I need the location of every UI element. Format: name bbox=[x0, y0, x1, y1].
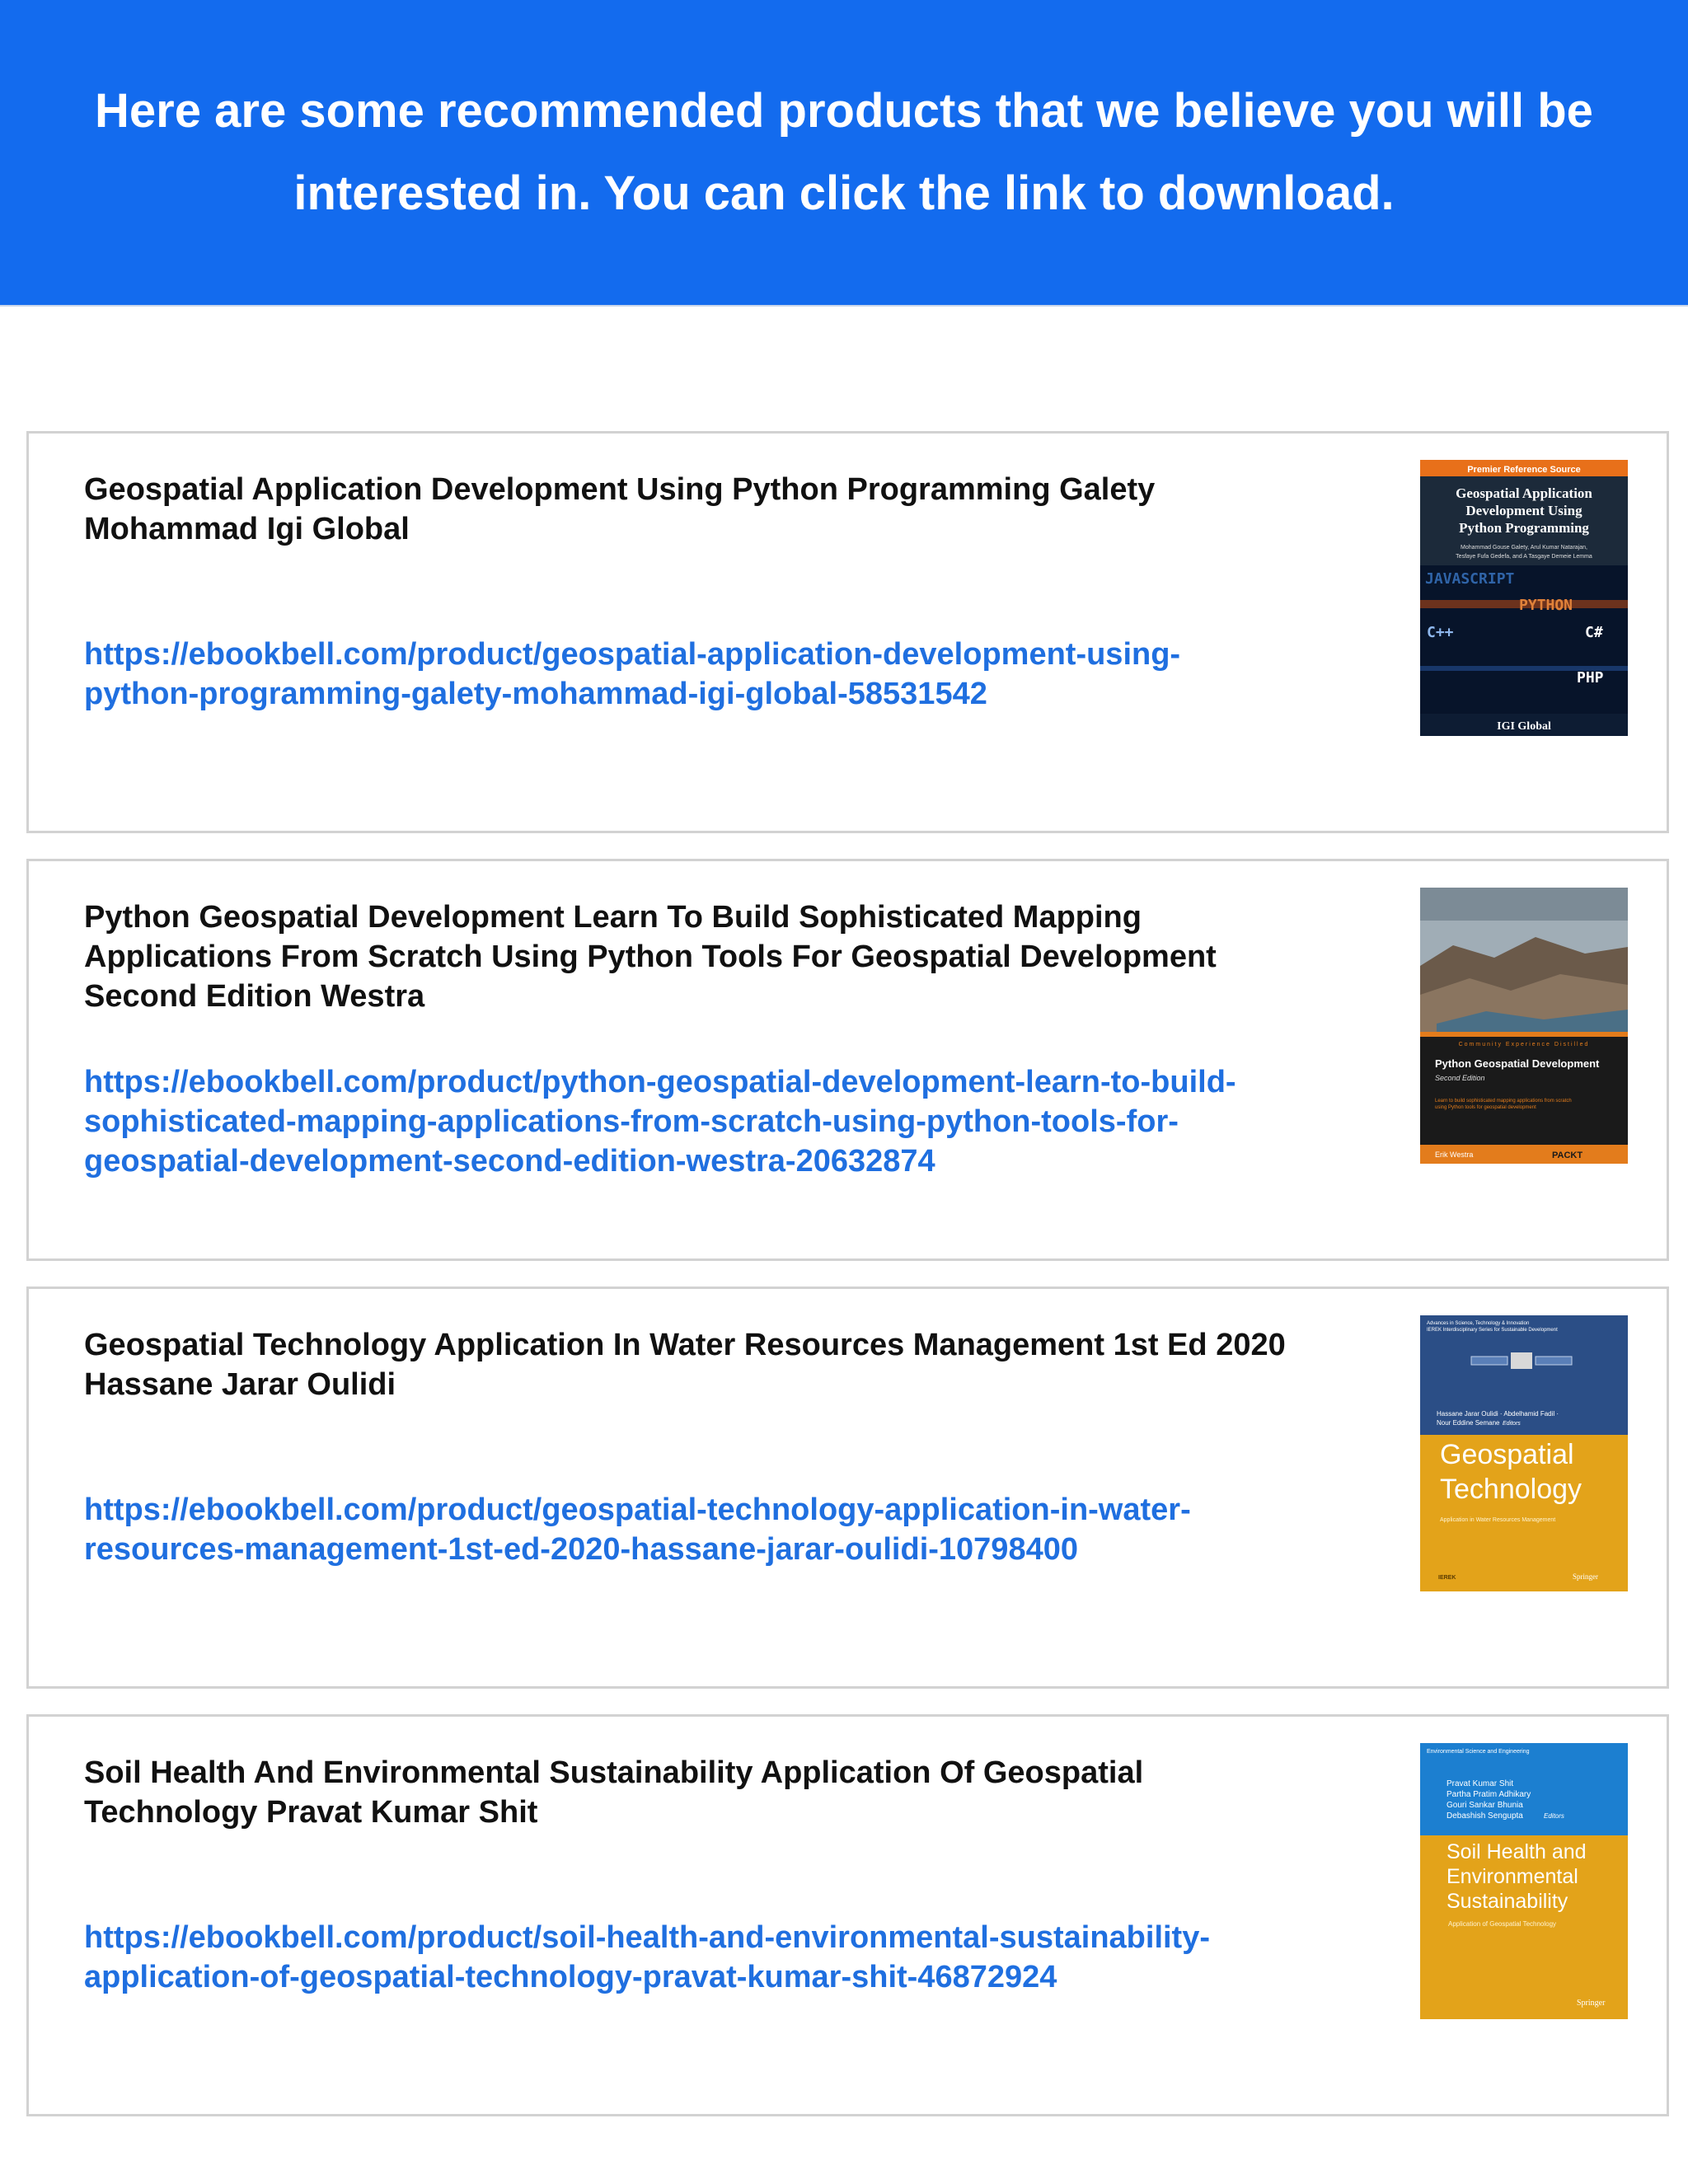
product-download-link[interactable]: https://ebookbell.com/product/python-geospatial-development-learn-to-build-sophisticated-mapping-applications-from-scratch-using-python-tools-for-geospatial-development-second-edition-westra-20632874 bbox=[84, 1065, 1236, 1179]
product-title: Python Geospatial Development Learn To Build Sophisticated Mapping Applications From Scratch Using Python Tools For Geospatial Development Second Edition Westra bbox=[84, 900, 1217, 1014]
cover-edition: Second Edition bbox=[1435, 1074, 1485, 1082]
cover-publisher: PACKT bbox=[1552, 1151, 1583, 1160]
cover-title-line: Python Programming bbox=[1459, 520, 1589, 536]
cover-editors-tag: Editors bbox=[1544, 1812, 1564, 1820]
product-download-link[interactable]: https://ebookbell.com/product/geospatial-technology-application-in-water-resources-management-1st-ed-2020-hassane-jarar-oulidi-10798400 bbox=[84, 1493, 1191, 1567]
cover-editor: Gouri Sankar Bhunia bbox=[1447, 1801, 1523, 1810]
product-download-link[interactable]: https://ebookbell.com/product/geospatial-application-development-using-python-programming-galety-mohammad-igi-global-58531542 bbox=[84, 637, 1181, 711]
cover-editor: Partha Pratim Adhikary bbox=[1447, 1790, 1531, 1799]
cover-title-line: Sustainability bbox=[1447, 1890, 1568, 1913]
cover-title-line: Environmental bbox=[1447, 1865, 1578, 1888]
cover-code-word: JAVASCRIPT bbox=[1425, 570, 1515, 588]
cover-authors: Mohammad Gouse Galety, Arul Kumar Natarajan, bbox=[1461, 545, 1587, 551]
cover-title: Python Geospatial Development bbox=[1435, 1057, 1600, 1070]
product-card bbox=[26, 1714, 1669, 2116]
product-card bbox=[26, 1286, 1669, 1689]
cover-code-word: C++ bbox=[1427, 624, 1454, 641]
cover-title-line: Geospatial bbox=[1440, 1439, 1574, 1470]
book-cover[interactable] bbox=[1420, 1743, 1628, 2019]
cover-title-line: Development Using bbox=[1465, 503, 1582, 518]
cover-code-word: C# bbox=[1585, 624, 1603, 641]
product-title: Soil Health And Environmental Sustainability Application Of Geospatial Technology Pravat Kumar Shit bbox=[84, 1755, 1144, 1830]
cover-editors: Hassane Jarar Oulidi · Abdelhamid Fadil · bbox=[1437, 1410, 1559, 1418]
product-download-link[interactable]: https://ebookbell.com/product/soil-health-and-environmental-sustainability-application-of-geospatial-technology-pravat-kumar-shit-46872924 bbox=[84, 1920, 1210, 1994]
banner-text: Here are some recommended products that we believe you will be interested in. You can click the link to download. bbox=[95, 84, 1593, 220]
cover-publisher: Springer bbox=[1577, 1999, 1606, 2008]
product-title: Geospatial Application Development Using Python Programming Galety Mohammad Igi Global bbox=[84, 472, 1156, 546]
cover-editors: Nour Eddine Semane bbox=[1437, 1419, 1500, 1427]
cover-code-word: PYTHON bbox=[1519, 597, 1573, 614]
cover-series: Advances in Science, Technology & Innovation bbox=[1427, 1321, 1530, 1326]
book-cover[interactable] bbox=[1420, 460, 1628, 736]
cover-footer-left: IEREK bbox=[1438, 1575, 1456, 1581]
product-card bbox=[26, 431, 1669, 833]
cover-code-word: PHP bbox=[1577, 669, 1604, 687]
cover-badge: Premier Reference Source bbox=[1467, 465, 1581, 475]
recommendation-banner bbox=[0, 0, 1688, 307]
book-cover[interactable] bbox=[1420, 1315, 1628, 1591]
cover-author: Erik Westra bbox=[1435, 1151, 1474, 1159]
book-cover[interactable] bbox=[1420, 888, 1628, 1164]
cover-blurb: Learn to build sophisticated mapping applications from scratch bbox=[1435, 1099, 1572, 1104]
cover-title-line: Soil Health and bbox=[1447, 1840, 1587, 1863]
cover-blurb: using Python tools for geospatial development bbox=[1435, 1105, 1536, 1110]
cover-subtitle: Application in Water Resources Management bbox=[1440, 1517, 1556, 1523]
product-title: Geospatial Technology Application In Water Resources Management 1st Ed 2020 Hassane Jarar Oulidi bbox=[84, 1328, 1286, 1402]
cover-publisher: Springer bbox=[1573, 1572, 1598, 1581]
cover-editor: Pravat Kumar Shit bbox=[1447, 1779, 1514, 1788]
cover-title-line: Geospatial Application bbox=[1456, 485, 1592, 501]
cover-series: IEREK Interdisciplinary Series for Sustainable Development bbox=[1427, 1328, 1558, 1333]
cover-subtitle: Application of Geospatial Technology bbox=[1448, 1920, 1557, 1928]
cover-title-line: Technology bbox=[1440, 1474, 1582, 1505]
cover-editors-tag: Editors bbox=[1503, 1421, 1521, 1427]
cover-editor: Debashish Sengupta bbox=[1447, 1811, 1523, 1821]
cover-series: Environmental Science and Engineering bbox=[1427, 1749, 1530, 1755]
cover-tagline: Community Experience Distilled bbox=[1458, 1042, 1590, 1047]
cover-publisher: IGI Global bbox=[1497, 720, 1551, 733]
product-card bbox=[26, 859, 1669, 1261]
cover-authors: Tesfaye Fufa Gedefa, and A Tasgaye Demeie Lemma bbox=[1456, 554, 1592, 560]
